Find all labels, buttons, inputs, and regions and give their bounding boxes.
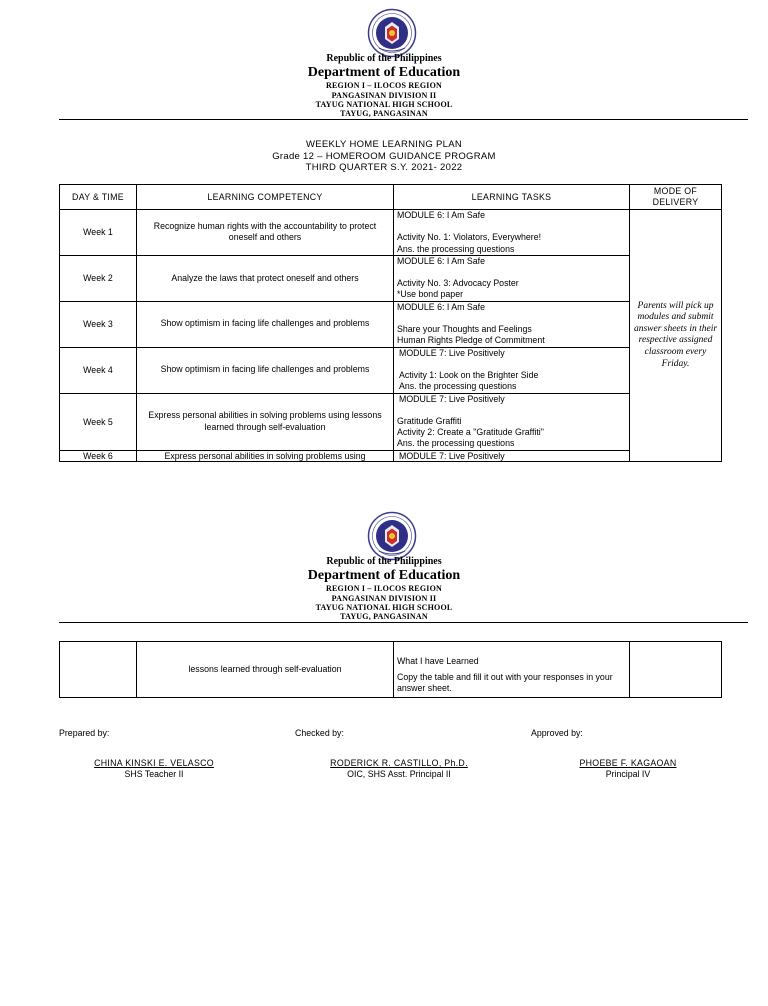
table-row bbox=[60, 301, 722, 347]
table-row bbox=[60, 642, 722, 698]
table-row bbox=[60, 255, 722, 301]
task-item: *Use bond paper bbox=[397, 289, 464, 300]
deped-seal-icon bbox=[367, 511, 417, 561]
task-item: Share your Thoughts and Feelings bbox=[397, 324, 532, 335]
department-heading: Department of Education bbox=[307, 65, 461, 80]
competency-cell: Express personal abilities in solving problems using lessons learned through self-evaluation bbox=[137, 393, 394, 450]
tasks-cell bbox=[394, 347, 630, 393]
checker-title: OIC, SHS Asst. Principal II bbox=[347, 769, 451, 779]
table-row bbox=[60, 210, 722, 256]
preparer-name: CHINA KINSKI E. VELASCO bbox=[94, 758, 214, 768]
task-item: Activity 2: Create a "Gratitude Graffiti" bbox=[397, 427, 544, 438]
week-cell: Week 6 bbox=[60, 450, 137, 461]
table-header-row bbox=[60, 185, 722, 210]
week-cell: Week 4 bbox=[60, 347, 137, 393]
task-item: Copy the table and fill it out with your responses in your answer sheet. bbox=[397, 671, 613, 694]
preparer-title: SHS Teacher II bbox=[124, 769, 184, 779]
header-mode-of-delivery: MODE OF DELIVERY bbox=[630, 185, 722, 210]
week-cell: Week 3 bbox=[60, 301, 137, 347]
republic-heading: Republic of the Philippines bbox=[326, 53, 442, 64]
competency-cell: lessons learned through self-evaluation bbox=[137, 642, 394, 698]
task-item: Activity No. 1: Violators, Everywhere! bbox=[397, 232, 542, 243]
module-label: MODULE 7: Live Positively bbox=[399, 393, 505, 404]
approver-name: PHOEBE F. KAGAOAN bbox=[579, 758, 677, 768]
module-label: MODULE 6: I Am Safe bbox=[397, 255, 485, 266]
plan-title: WEEKLY HOME LEARNING PLAN bbox=[305, 139, 463, 150]
task-item: Ans. the processing questions bbox=[397, 243, 515, 254]
competency-cell: Recognize human rights with the accountability to protect oneself and others bbox=[137, 210, 394, 256]
region-line: REGION I – ILOCOS REGION bbox=[326, 584, 442, 593]
page-2 bbox=[0, 503, 768, 1006]
prepared-by-label: Prepared by: bbox=[59, 728, 110, 738]
task-item: Ans. the processing questions bbox=[399, 381, 517, 392]
approver-title: Principal IV bbox=[605, 769, 651, 779]
module-label: MODULE 6: I Am Safe bbox=[397, 210, 485, 220]
task-item: What I have Learned bbox=[397, 655, 479, 666]
table-row bbox=[60, 393, 722, 450]
module-label: MODULE 7: Live Positively bbox=[399, 347, 505, 358]
table-row bbox=[60, 450, 722, 461]
page-1 bbox=[0, 0, 768, 500]
task-item: Activity 1: Look on the Brighter Side bbox=[399, 369, 539, 380]
competency-cell: Show optimism in facing life challenges and problems bbox=[137, 301, 394, 347]
deped-seal-icon bbox=[367, 8, 417, 58]
learning-plan-table-continued bbox=[59, 641, 722, 698]
header-competency: LEARNING COMPETENCY bbox=[137, 185, 394, 210]
task-item: Activity No. 3: Advocacy Poster bbox=[397, 278, 519, 289]
tasks-cell bbox=[394, 210, 630, 256]
task-item: Gratitude Graffiti bbox=[397, 415, 462, 426]
module-label: MODULE 6: I Am Safe bbox=[397, 301, 485, 312]
region-line: REGION I – ILOCOS REGION bbox=[326, 81, 442, 90]
tasks-cell bbox=[394, 301, 630, 347]
task-item: Human Rights Pledge of Commitment bbox=[397, 335, 545, 346]
tasks-cell bbox=[394, 255, 630, 301]
week-cell bbox=[60, 642, 137, 698]
tasks-cell bbox=[394, 642, 630, 698]
checked-by-label: Checked by: bbox=[295, 728, 344, 738]
division-line: PANGASINAN DIVISION II bbox=[331, 593, 437, 603]
plan-subtitle: Grade 12 – HOMEROOM GUIDANCE PROGRAM bbox=[272, 150, 496, 162]
header-day-time: DAY & TIME bbox=[60, 185, 137, 210]
mode-of-delivery-text: Parents will pick up modules and submit answer sheets in their respective assigned classroom every Friday. bbox=[633, 300, 718, 369]
checker-name: RODERICK R. CASTILLO, Ph.D. bbox=[330, 758, 468, 768]
week-cell: Week 1 bbox=[60, 210, 137, 256]
learning-plan-table bbox=[59, 184, 722, 462]
school-line: TAYUG NATIONAL HIGH SCHOOL bbox=[315, 100, 453, 109]
competency-cell: Express personal abilities in solving problems using bbox=[137, 450, 394, 461]
week-cell: Week 5 bbox=[60, 393, 137, 450]
module-label: MODULE 7: Live Positively bbox=[399, 450, 505, 461]
division-line: PANGASINAN DIVISION II bbox=[331, 90, 437, 100]
school-line: TAYUG NATIONAL HIGH SCHOOL bbox=[315, 603, 453, 612]
table-row bbox=[60, 347, 722, 393]
address-line: TAYUG, PANGASINAN bbox=[340, 612, 428, 621]
week-cell: Week 2 bbox=[60, 255, 137, 301]
competency-cell: Analyze the laws that protect oneself and others bbox=[137, 255, 394, 301]
department-heading: Department of Education bbox=[307, 568, 461, 583]
plan-quarter: THIRD QUARTER S.Y. 2021- 2022 bbox=[305, 162, 463, 173]
republic-heading: Republic of the Philippines bbox=[326, 556, 442, 567]
approved-by-label: Approved by: bbox=[531, 728, 583, 738]
mode-of-delivery-cell bbox=[630, 210, 722, 462]
task-item: Ans. the processing questions bbox=[397, 438, 515, 449]
header-rule bbox=[59, 119, 748, 120]
competency-cell: Show optimism in facing life challenges and problems bbox=[137, 347, 394, 393]
tasks-cell bbox=[394, 393, 630, 450]
tasks-cell bbox=[394, 450, 630, 461]
address-line: TAYUG, PANGASINAN bbox=[340, 109, 428, 118]
header-rule bbox=[59, 622, 748, 623]
mode-of-delivery-cell bbox=[630, 642, 722, 698]
header-tasks: LEARNING TASKS bbox=[394, 185, 630, 210]
